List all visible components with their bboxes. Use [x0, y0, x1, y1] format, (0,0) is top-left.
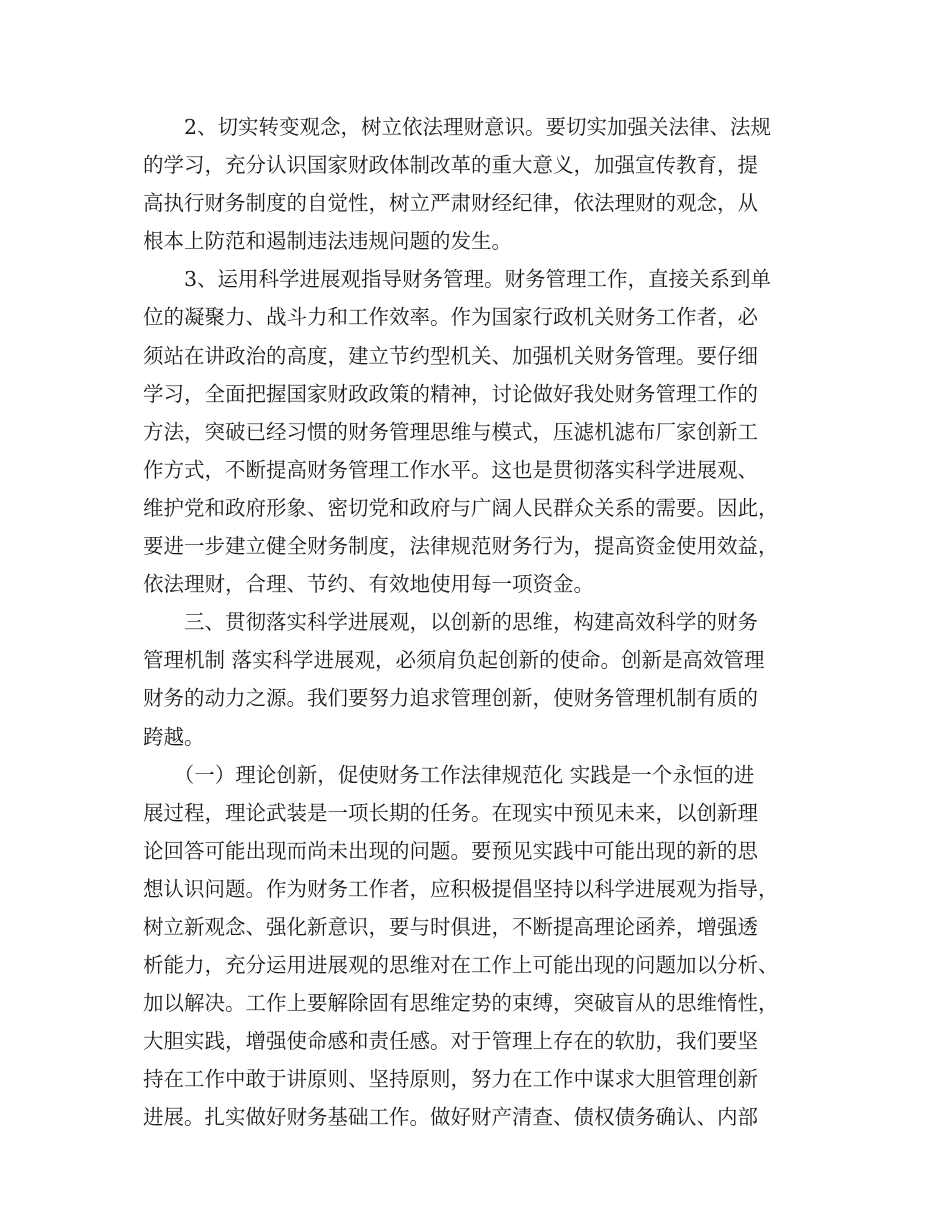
- text-line: 方法，突破已经习惯的财务管理思维与模式，压滤机滤布厂家创新工: [143, 419, 758, 444]
- text-line: 加以解决。工作上要解除固有思维定势的束缚，突破盲从的思维惰性，: [143, 991, 779, 1016]
- text-line: 想认识问题。作为财务工作者，应积极提倡坚持以科学进展观为指导，: [143, 876, 779, 901]
- text-line: （一）理论创新，促使财务工作法律规范化 实践是一个永恒的进: [143, 762, 755, 787]
- text-line: 要进一步建立健全财务制度，法律规范财务行为，提高资金使用效益，: [143, 534, 779, 559]
- paragraph-4: [143, 756, 807, 1137]
- text-line: 展过程，理论武装是一项长期的任务。在现实中预见未来，以创新理: [143, 800, 758, 825]
- text-line: 须站在讲政治的高度，建立节约型机关、加强机关财务管理。要仔细: [143, 343, 758, 368]
- text-line: 管理机制 落实科学进展观，必须肩负起创新的使命。创新是高效管理: [143, 648, 765, 673]
- text-line: 三、贯彻落实科学进展观，以创新的思维，构建高效科学的财务: [143, 610, 758, 635]
- text-line: 的学习，充分认识国家财政体制改革的重大意义，加强宣传教育，提: [143, 153, 758, 178]
- text-line: 大胆实践，增强使命感和责任感。对于管理上存在的软肋，我们要坚: [143, 1029, 758, 1054]
- paragraph-3: [143, 603, 807, 755]
- text-line: 3、运用科学进展观指导财务管理。财务管理工作，直接关系到单: [143, 267, 772, 292]
- text-line: 位的凝聚力、战斗力和工作效率。作为国家行政机关财务工作者，必: [143, 305, 758, 330]
- text-line: 维护党和政府形象、密切党和政府与广阔人民群众关系的需要。因此，: [143, 495, 779, 520]
- text-line: 2、切实转变观念，树立依法理财意识。要切实加强关法律、法规: [143, 115, 772, 139]
- text-line: 跨越。: [143, 724, 205, 749]
- text-line: 析能力，充分运用进展观的思维对在工作上可能出现的问题加以分析、: [143, 953, 779, 978]
- text-line: 树立新观念、强化新意识，要与时俱进，不断提高理论函养，增强透: [143, 914, 758, 939]
- text-line: 进展。扎实做好财务基础工作。做好财产清查、债权债务确认、内部: [143, 1105, 758, 1130]
- text-line: 财务的动力之源。我们要努力追求管理创新，使财务管理机制有质的: [143, 686, 758, 711]
- text-line: 论回答可能出现而尚未出现的问题。要预见实践中可能出现的新的思: [143, 838, 758, 863]
- text-line: 根本上防范和遏制违法违规问题的发生。: [143, 229, 512, 254]
- text-line: 依法理财，合理、节约、有效地使用每一项资金。: [143, 572, 594, 597]
- paragraph-1: [143, 108, 807, 260]
- text-line: 学习，全面把握国家财政政策的精神，讨论做好我处财务管理工作的: [143, 381, 758, 406]
- document-body: [143, 108, 807, 1137]
- text-line: 作方式，不断提高财务管理工作水平。这也是贯彻落实科学进展观、: [143, 457, 758, 482]
- text-line: 持在工作中敢于讲原则、坚持原则，努力在工作中谋求大胆管理创新: [143, 1067, 758, 1092]
- text-line: 高执行财务制度的自觉性，树立严肃财经纪律，依法理财的观念，从: [143, 191, 758, 216]
- paragraph-2: [143, 260, 807, 603]
